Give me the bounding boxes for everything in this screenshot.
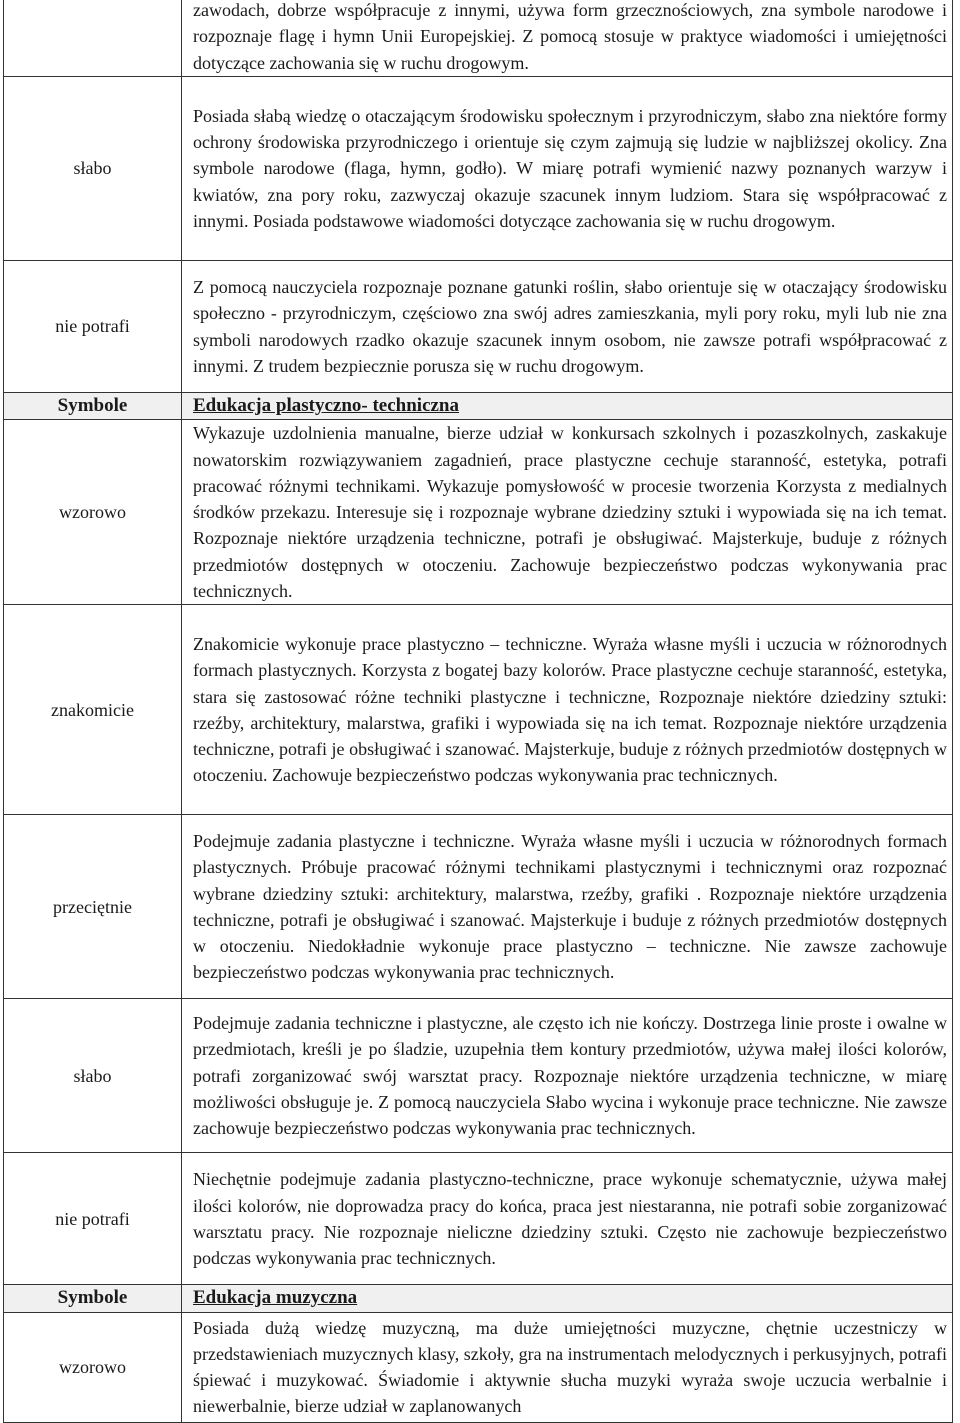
grade-label: wzorowo <box>4 420 182 605</box>
grade-row <box>4 1153 953 1285</box>
grade-description: Posiada słabą wiedzę o otaczającym środowisku społecznym i przyrodniczym, słabo zna niektóre formy ochrony środowiska przyrodniczego i orientuje się czym zajmują się ludzie w najbliższej okolicy. Zna symbole narodowe (flaga, hymn, godło). W miarę potrafi wymienić nazwy poznanych warzyw i kwiatów, zna pory roku, zazwyczaj okazuje szacunek innym ludziom. Stara się współpracować z innymi. Posiada podstawowe wiadomości dotyczące zachowania się w ruchu drogowym. <box>182 77 953 261</box>
grade-label: nie potrafi <box>4 1153 182 1285</box>
symbols-column-header: Symbole <box>4 393 182 420</box>
grade-description: Z pomocą nauczyciela rozpoznaje poznane gatunki roślin, słabo orientuje się w otaczający środowisku społeczno - przyrodniczym, częściowo zna swój adres zamieszkania, myli pory roku, myli lub nie zna symboli narodowych rzadko okazuje szacunek innym osobom, nie zawsze potrafi współpracować z innymi. Z trudem bezpiecznie porusza się w ruchu drogowym. <box>182 261 953 393</box>
grade-row <box>4 77 953 261</box>
grade-description: Wykazuje uzdolnienia manualne, bierze udział w konkursach szkolnych i pozaszkolnych, zaskakuje nowatorskim rozwiązywaniem zagadnień, prace plastyczne cechuje staranność, estetyka, potrafi pracować różnymi technikami. Wykazuje pomysłowość w procesie tworzenia Korzysta z medialnych środków przekazu. Interesuje się i rozpoznaje wybrane dziedziny sztuki i wypowiada się na ich temat. Rozpoznaje niektóre urządzenia techniczne, potrafi je obsługiwać. Majsterkuje, buduje z różnych przedmiotów dostępnych w otoczeniu. Zachowuje bezpieczeństwo podczas wykonywania prac technicznych. <box>182 420 953 605</box>
grade-row <box>4 999 953 1153</box>
grading-table-body <box>4 0 953 1422</box>
grade-description: Posiada dużą wiedzę muzyczną, ma duże umiejętności muzyczne, chętnie uczestniczy w przedstawieniach muzycznych klasy, szkoły, gra na instrumentach melodycznych i perkusyjnych, potrafi śpiewać i muzykować. Świadomie i aktywnie słucha muzyki wyraża swoje uczucia werbalnie i niewerbalnie, bierze udział w zaplanowanych <box>182 1312 953 1422</box>
grade-label: słabo <box>4 77 182 261</box>
grade-label: przeciętnie <box>4 815 182 999</box>
grade-label: znakomicie <box>4 605 182 815</box>
grading-criteria-table <box>3 0 953 1423</box>
grade-description: zawodach, dobrze współpracuje z innymi, używa form grzecznościowych, zna symbole narodowe i rozpoznaje flagę i hymn Unii Europejskiej. Z pomocą stosuje w praktyce wiadomości i umiejętności dotyczące zachowania się w ruchu drogowym. <box>182 0 953 77</box>
grade-label: wzorowo <box>4 1312 182 1422</box>
grade-row <box>4 0 953 77</box>
section-header-row <box>4 393 953 420</box>
grade-label <box>4 0 182 77</box>
grade-row <box>4 605 953 815</box>
grade-description: Znakomicie wykonuje prace plastyczno – techniczne. Wyraża własne myśli i uczucia w różnorodnych formach plastycznych. Korzysta z bogatej bazy kolorów. Prace plastyczne cechuje staranność, estetyka, stara się zastosować różne techniki plastyczne i techniczne, Rozpoznaje niektóre dziedziny sztuki: rzeźby, architektury, malarstwa, grafiki i wypowiada się na ich temat. Rozpoznaje niektóre urządzenia techniczne, potrafi je obsługiwać i szanować. Majsterkuje, buduje z różnych przedmiotów dostępnych w otoczeniu. Zachowuje bezpieczeństwo podczas wykonywania prac technicznych. <box>182 605 953 815</box>
section-title: Edukacja plastyczno- techniczna <box>182 393 953 420</box>
grade-label: nie potrafi <box>4 261 182 393</box>
grade-row <box>4 815 953 999</box>
grade-row <box>4 420 953 605</box>
grade-row <box>4 1312 953 1422</box>
grade-row <box>4 261 953 393</box>
symbols-column-header: Symbole <box>4 1285 182 1312</box>
grade-description: Niechętnie podejmuje zadania plastyczno-techniczne, prace wykonuje schematycznie, używa małej ilości kolorów, nie doprowadza pracy do końca, praca jest niestaranna, nie potrafi sobie zorganizować warsztatu pracy. Nie rozpoznaje nieliczne dziedziny sztuki. Często nie zachowuje bezpieczeństwo podczas wykonywania prac technicznych. <box>182 1153 953 1285</box>
grade-label: słabo <box>4 999 182 1153</box>
section-title: Edukacja muzyczna <box>182 1285 953 1312</box>
grade-description: Podejmuje zadania plastyczne i techniczne. Wyraża własne myśli i uczucia w różnorodnych formach plastycznych. Próbuje pracować różnymi technikami plastycznymi i technicznymi oraz rozpoznać wybrane dziedziny sztuki: architektury, malarstwa, rzeźby, grafiki . Rozpoznaje niektóre urządzenia techniczne, potrafi je obsługiwać i szanować. Majsterkuje i buduje z różnych przedmiotów dostępnych w otoczeniu. Niedokładnie wykonuje prace plastyczno – techniczne. Nie zawsze zachowuje bezpieczeństwo podczas wykonywania prac technicznych. <box>182 815 953 999</box>
section-header-row <box>4 1285 953 1312</box>
grade-description: Podejmuje zadania techniczne i plastyczne, ale często ich nie kończy. Dostrzega linie proste i owalne w przedmiotach, kreśli je po śladzie, uzupełnia tłem kontury przedmiotów, używa małej ilości kolorów, potrafi zorganizować swój warsztat pracy. Rozpoznaje niektóre urządzenia techniczne, w miarę możliwości obsługuje je. Z pomocą nauczyciela Słabo wycina i wykonuje prace techniczne. Nie zawsze zachowuje bezpieczeństwo podczas wykonywania prac technicznych. <box>182 999 953 1153</box>
